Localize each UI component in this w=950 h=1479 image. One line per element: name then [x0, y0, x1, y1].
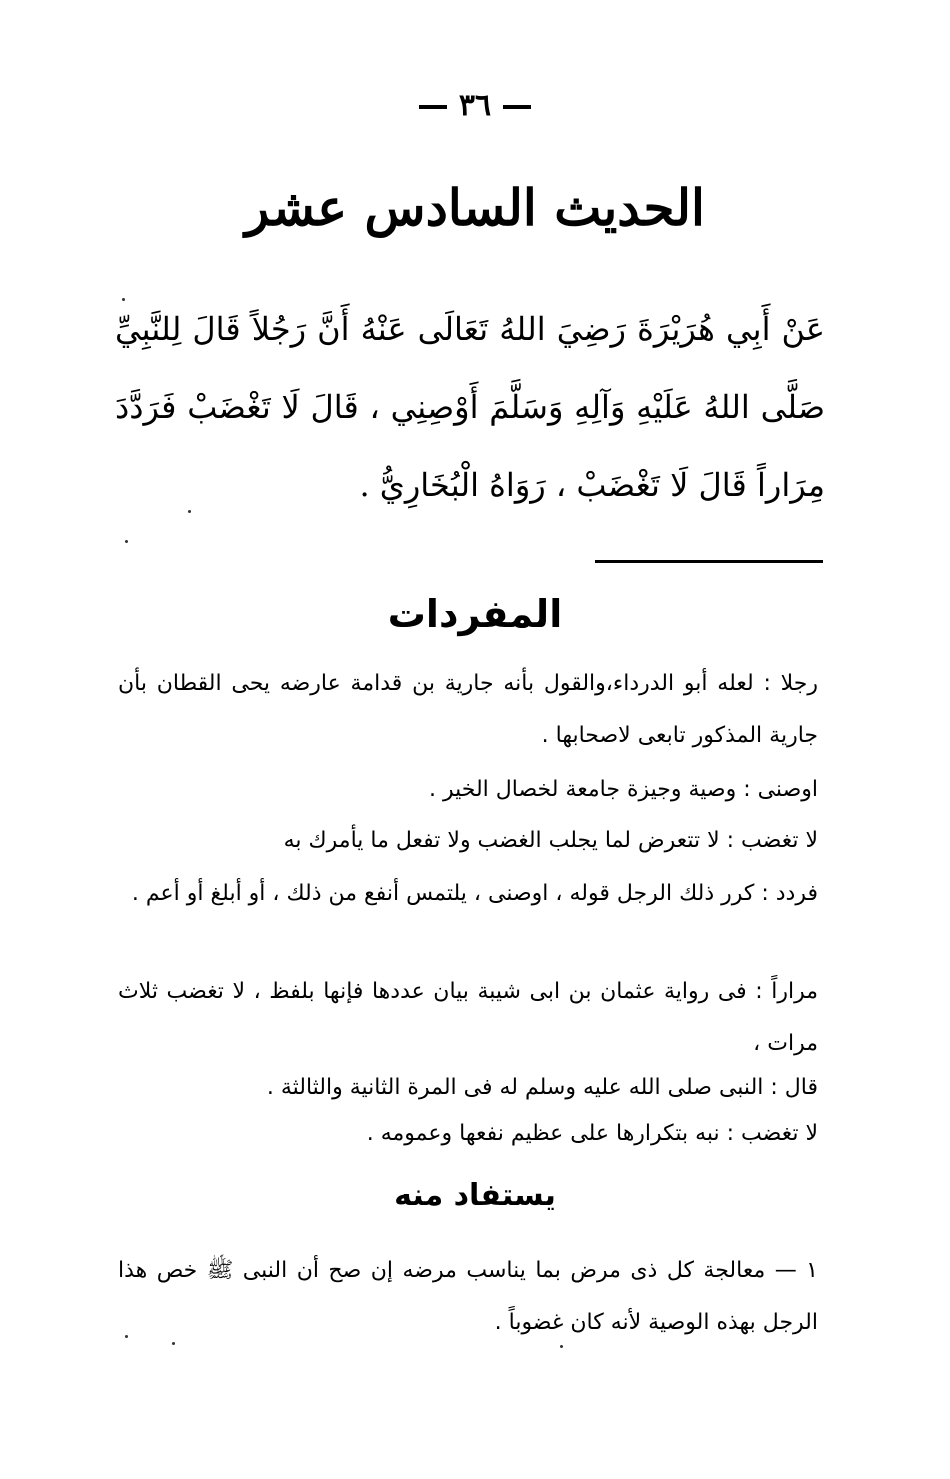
vocab-entry-awsini: اوصنى : وصية وجيزة جامعة لخصال الخير . — [429, 777, 818, 802]
vocab-entry-la-taghdab-2: لا تغضب : نبه بتكرارها على عظيم نفعها وعمومه . — [366, 1121, 818, 1146]
dash-left — [503, 105, 531, 109]
scan-speck — [172, 1342, 175, 1345]
page-number — [0, 88, 950, 123]
vocab-entry-faraddada: فردد : كرر ذلك الرجل قوله ، اوصنى ، يلتمس أنفع من ذلك ، أو أبلغ أو أعم . — [131, 881, 818, 906]
section-separator — [595, 560, 823, 563]
benefits-title: يستفاد منه — [394, 1178, 556, 1213]
page-number-text: ٣٦ — [458, 88, 492, 123]
scan-speck — [122, 298, 125, 301]
scan-speck — [188, 510, 191, 513]
vocab-entry-qala: قال : النبى صلى الله عليه وسلم له فى المرة الثانية والثالثة . — [266, 1075, 818, 1100]
vocab-title: المفردات — [387, 592, 563, 636]
vocab-entry-rajulan: رجلا : لعله أبو الدرداء،والقول بأنه جارية بن قدامة عارضه يحى القطان بأن جارية المذكور تابعى لاصحابها . — [118, 671, 818, 748]
vocab-entry-miraran: مراراً : فى رواية عثمان بن ابى شيبة بيان عددها فإنها بلفظ ، لا تغضب ثلاث مرات ، — [118, 979, 818, 1056]
scan-speck — [125, 540, 128, 543]
hadith-text: عَنْ أَبِي هُرَيْرَةَ رَضِيَ اللهُ تَعَالَى عَنْهُ أَنَّ رَجُلاً قَالَ لِلنَّبِيِّ صَلَّى اللهُ عَلَيْهِ وَآلِهِ وَسَلَّمَ أَوْصِنِي ، قَالَ لَا تَغْضَبْ فَرَدَّدَ مِرَاراً قَالَ لَا تَغْضَبْ ، رَوَاهُ الْبُخَارِيُّ . — [115, 310, 825, 504]
scan-speck — [125, 1335, 128, 1338]
vocab-entry-la-taghdab: لا تغضب : لا تتعرض لما يجلب الغضب ولا تفعل ما يأمرك به — [283, 828, 818, 853]
dash-right — [419, 105, 447, 109]
hadith-title: الحديث السادس عشر — [245, 178, 705, 237]
benefit-item-1: ١ — معالجة كل ذى مرض بما يناسب مرضه إن صح أن النبى ﷺ خص هذا الرجل بهذه الوصية لأنه كان غضوباً . — [118, 1258, 818, 1335]
scan-speck — [560, 1345, 563, 1348]
